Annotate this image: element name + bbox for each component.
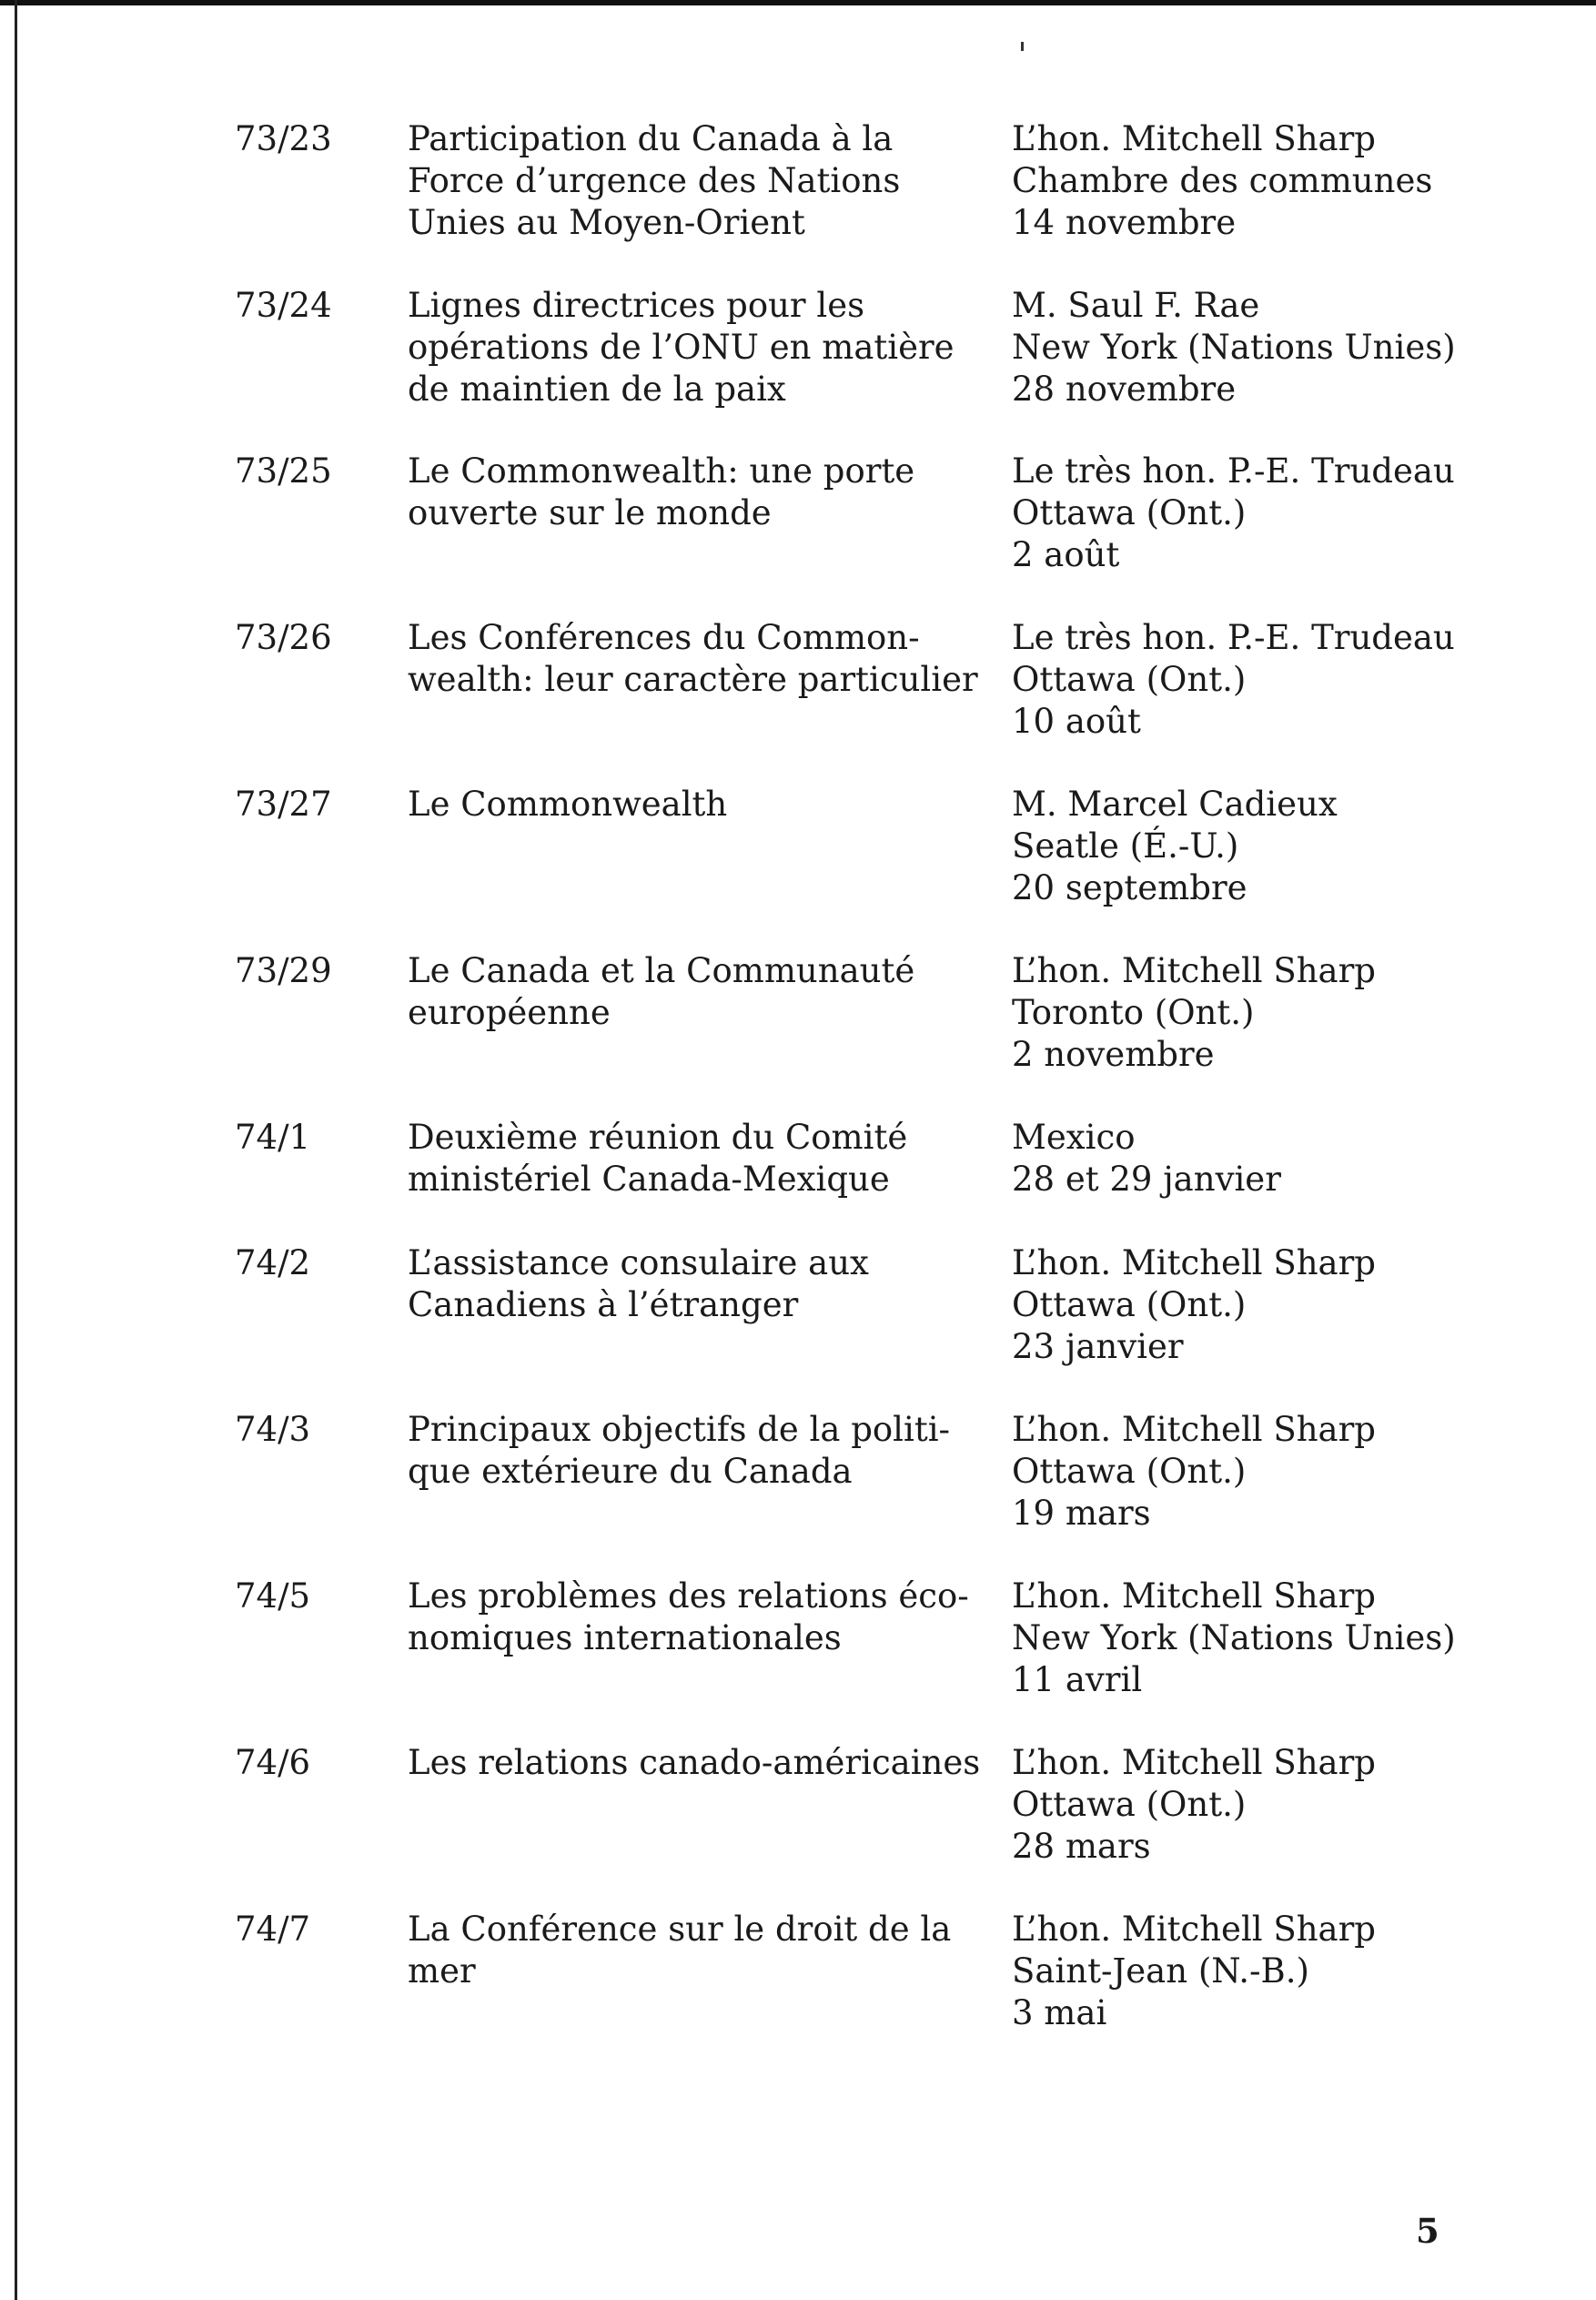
entry-title-line: mer [408,1951,476,1991]
entry-row [0,617,1596,763]
entry-number: 74/1 [235,1118,311,1157]
entry-title-line: nomiques internationales [408,1618,842,1657]
entry-number: 74/2 [235,1243,311,1282]
entry-source [1012,118,1576,244]
entry-number: 74/5 [235,1576,311,1616]
entry-number: 73/27 [235,785,332,824]
entry-title-line: Unies au Moyen-Orient [408,203,805,242]
entry-source-line: 2 août [1012,535,1120,574]
entry-row [0,1576,1596,1721]
entry-source-line: 11 avril [1012,1660,1143,1699]
entry-row [0,285,1596,431]
entry-source-line: Le très hon. P.-E. Trudeau [1012,451,1455,491]
entry-source-line: L’hon. Mitchell Sharp [1012,1410,1376,1449]
entry-title-line: L’assistance consulaire aux [408,1243,869,1282]
entry-source-line: 10 août [1012,702,1141,741]
entry-source-line: Ottawa (Ont.) [1012,660,1247,699]
entry-source [1012,784,1576,909]
entry-title [408,1742,990,1784]
entry-row [0,118,1596,264]
entry-number: 73/26 [235,618,332,657]
entry-source-line: L’hon. Mitchell Sharp [1012,1743,1376,1782]
entry-title-line: opérations de l’ONU en matière [408,328,955,367]
entry-title [408,617,990,701]
entry-row [0,784,1596,929]
entry-source-line: 20 septembre [1012,868,1248,907]
entry-row [0,1909,1596,2054]
scan-speck [1021,42,1024,51]
entry-source-line: L’hon. Mitchell Sharp [1012,119,1376,158]
entry-source-line: 14 novembre [1012,203,1237,242]
entry-source [1012,1117,1576,1201]
page-number: 5 [1416,2211,1439,2251]
entry-title [408,950,990,1034]
entry-title [408,451,990,534]
entry-title-line: Principaux objectifs de la politi- [408,1410,951,1449]
entry-source-line: Mexico [1012,1118,1136,1157]
entry-source-line: Saint-Jean (N.-B.) [1012,1951,1309,1991]
entry-source [1012,950,1576,1076]
entry-source-line: Ottawa (Ont.) [1012,1285,1247,1324]
top-border-rule [0,0,1596,5]
entry-source-line: New York (Nations Unies) [1012,328,1456,367]
entry-source-line: 19 mars [1012,1494,1151,1533]
entry-number: 74/3 [235,1410,311,1449]
entry-source [1012,1742,1576,1868]
entry-source-line: Le très hon. P.-E. Trudeau [1012,618,1455,657]
entry-title [408,1242,990,1326]
entry-title-line: Le Commonwealth: une porte [408,451,915,491]
entry-source-line: 23 janvier [1012,1327,1184,1366]
entry-source [1012,451,1576,576]
entry-number: 73/25 [235,451,332,491]
entry-row [0,1117,1596,1262]
entry-source-line: L’hon. Mitchell Sharp [1012,1243,1376,1282]
entry-source [1012,1576,1576,1701]
entry-source-line: New York (Nations Unies) [1012,1618,1456,1657]
entry-title-line: Lignes directrices pour les [408,286,865,325]
entry-source [1012,1909,1576,2034]
entry-title-line: ouverte sur le monde [408,493,772,532]
entry-number: 74/6 [235,1743,311,1782]
entry-source-line: L’hon. Mitchell Sharp [1012,1910,1376,1949]
entry-row [0,451,1596,596]
entry-title [408,1409,990,1493]
entry-number: 74/7 [235,1910,311,1949]
entry-source-line: 28 mars [1012,1827,1151,1866]
entry-source-line: L’hon. Mitchell Sharp [1012,1576,1376,1616]
entry-source-line: Toronto (Ont.) [1012,993,1255,1032]
entry-source-line: Ottawa (Ont.) [1012,1785,1247,1824]
entry-title-line: La Conférence sur le droit de la [408,1910,952,1949]
entry-source-line: M. Saul F. Rae [1012,286,1260,325]
entry-source-line: L’hon. Mitchell Sharp [1012,951,1376,990]
entry-source-line: 28 novembre [1012,370,1237,409]
entry-title [408,784,990,826]
entry-title [408,1909,990,1992]
entry-source-line: M. Marcel Cadieux [1012,785,1338,824]
entry-source-line: Seatle (É.-U.) [1012,826,1239,866]
entry-title-line: Deuxième réunion du Comité [408,1118,908,1157]
entry-source [1012,285,1576,410]
entry-row [0,1242,1596,1388]
entry-source [1012,1242,1576,1368]
entry-title-line: Le Commonwealth [408,785,728,824]
entry-title [408,285,990,410]
entry-source-line: Ottawa (Ont.) [1012,493,1247,532]
entry-source-line: 2 novembre [1012,1035,1215,1074]
entry-title-line: Le Canada et la Communauté [408,951,915,990]
entry-source-line: 3 mai [1012,1993,1107,2032]
entry-title-line: que extérieure du Canada [408,1452,853,1491]
entry-title [408,118,990,244]
entry-title-line: Les problèmes des relations éco- [408,1576,969,1616]
entry-title-line: wealth: leur caractère particulier [408,660,978,699]
entry-source [1012,617,1576,743]
entry-title-line: Les relations canado-américaines [408,1743,981,1782]
entry-number: 73/29 [235,951,332,990]
entry-title-line: européenne [408,993,611,1032]
entry-title [408,1117,990,1201]
entry-title-line: Participation du Canada à la [408,119,894,158]
entry-title-line: Canadiens à l’étranger [408,1285,799,1324]
entry-title-line: de maintien de la paix [408,370,786,409]
entry-number: 73/24 [235,286,332,325]
entry-source-line: 28 et 29 janvier [1012,1160,1281,1199]
entry-row [0,950,1596,1096]
entry-title-line: Force d’urgence des Nations [408,161,901,200]
entry-row [0,1409,1596,1555]
entry-source [1012,1409,1576,1535]
entry-title-line: ministériel Canada-Mexique [408,1160,890,1199]
entry-row [0,1742,1596,1888]
entry-source-line: Ottawa (Ont.) [1012,1452,1247,1491]
entry-title-line: Les Conférences du Common- [408,618,920,657]
entry-title [408,1576,990,1659]
entry-source-line: Chambre des communes [1012,161,1433,200]
entry-number: 73/23 [235,119,332,158]
